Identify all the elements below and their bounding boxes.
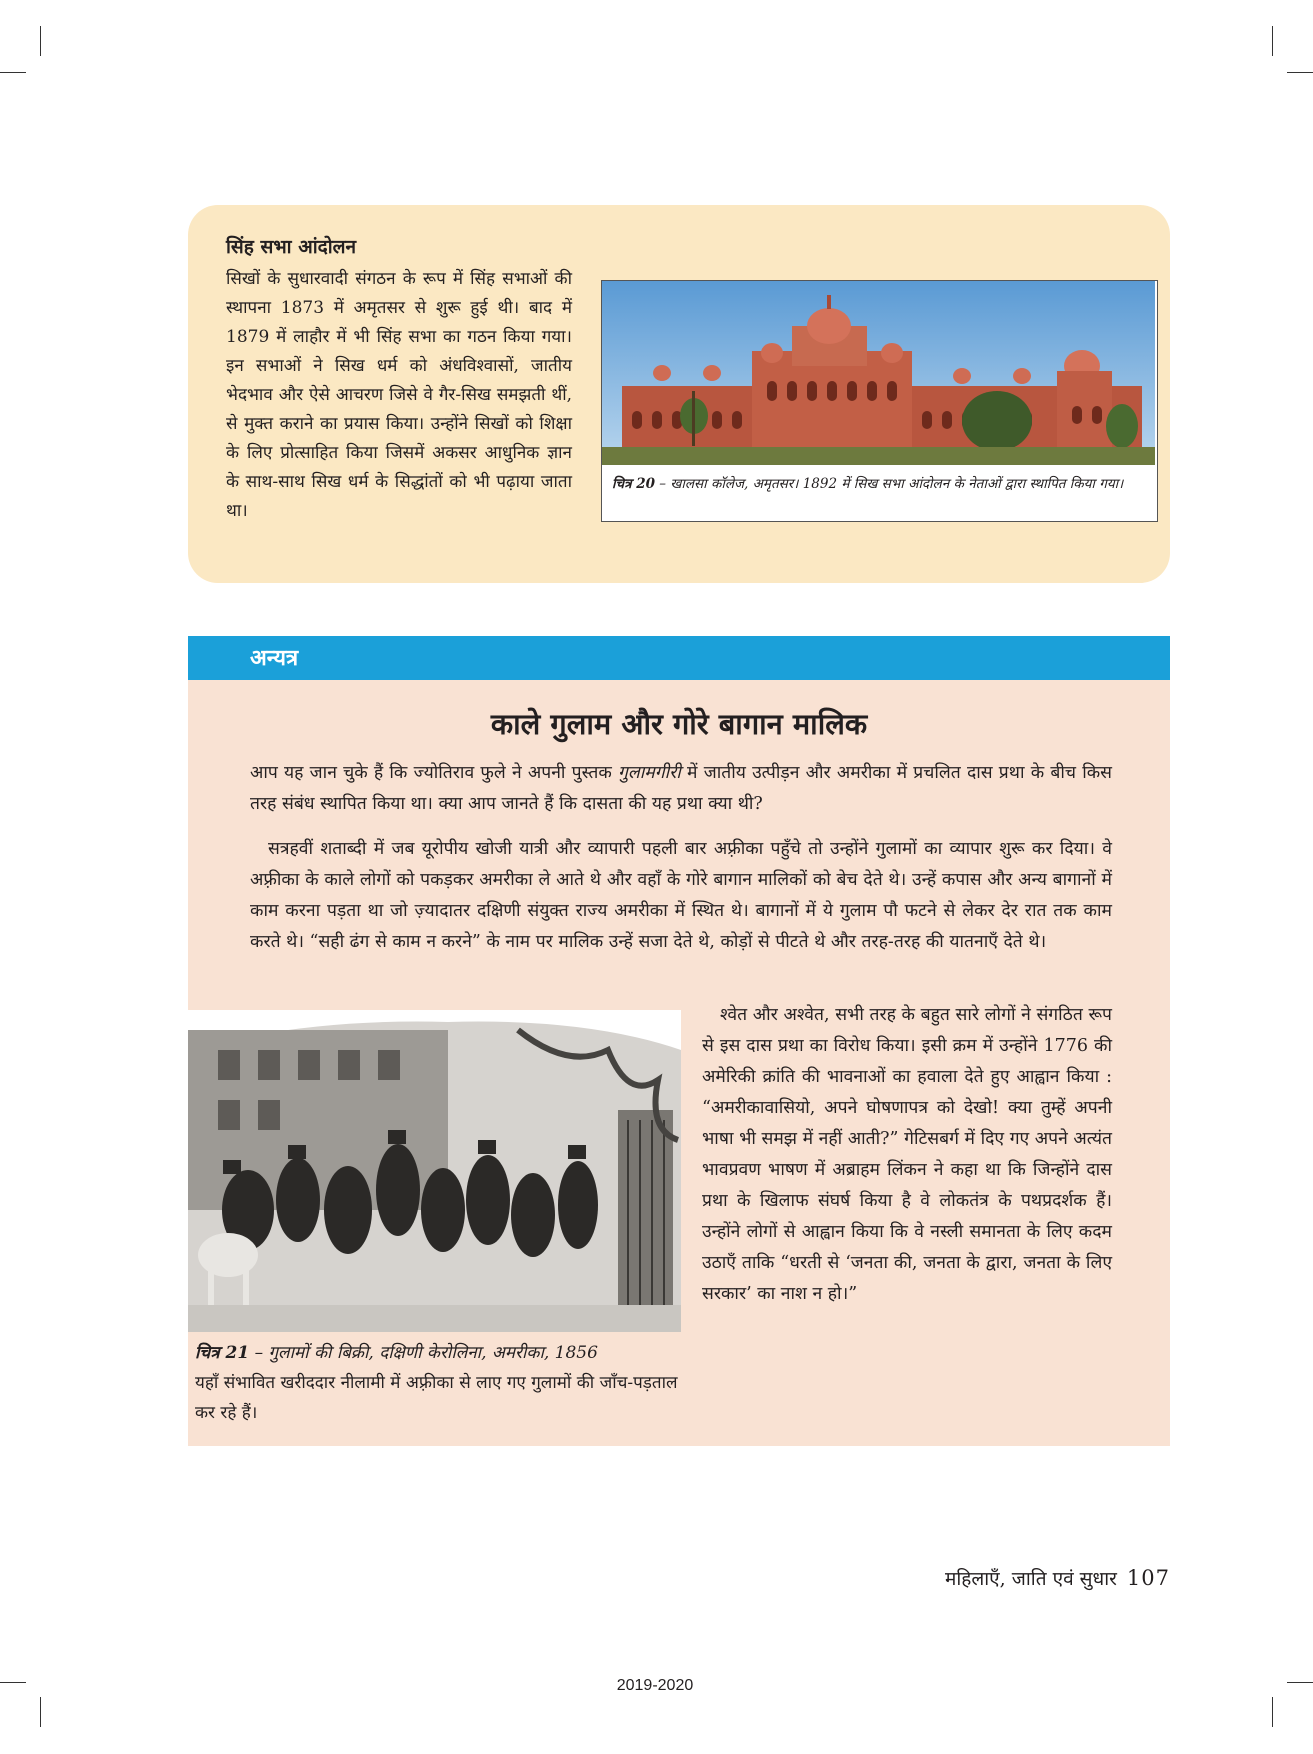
figure-21-caption-title: – गुलामों की बिक्री, दक्षिणी केरोलिना, अमरीका, 1856 [249,1343,598,1363]
paragraph-3: श्वेत और अश्वेत, सभी तरह के बहुत सारे लोगों ने संगठित रूप से इस दास प्रथा का विरोध किया। इसी क्रम में उन्होंने 1776 की अमेरिकी क्रांति की भावनाओं का हवाला देते हुए आह्वान किया : “अमरीकावासियो, अपने घोषणापत्र को देखो! क्या तुम्हें अपनी भाषा भी समझ में नहीं आती?” गेटिसबर्ग में दिए गए अपने अत्यंत भावप्रवण भाषण में अब्राहम लिंकन ने कहा था कि जिन्होंने दास प्रथा के खिलाफ संघर्ष किया है वे लोकतंत्र के पथप्रदर्शक हैं। उन्होंने लोगों से आह्वान किया कि वे नस्ली समानता के लिए कदम उठाएँ ताकि “धरती से ‘जनता की, जनता के द्वारा, जनता के लिए सरकार’ का नाश न हो।” [702,1005,1112,1304]
crop-mark [1287,1682,1313,1683]
paragraph-2: सत्रहवीं शताब्दी में जब यूरोपीय खोजी यात्री और व्यापारी पहली बार अफ़्रीका पहुँचे तो उन्होंने गुलामों का व्यापार शुरू कर दिया। वे अफ़्रीका के काले लोगों को पकड़कर अमरीका ले आते थे और वहाँ के गोरे बागान मालिकों को बेच देते थे। उन्हें कपास और अन्य बागानों में काम करना पड़ता था जो ज़्यादातर दक्षिणी संयुक्त राज्य अमरीका में स्थित थे। बागानों में ये गुलाम पौ फटने से लेकर देर रात तक काम करते थे। “सही ढंग से काम न करने” के नाम पर मालिक उन्हें सजा देते थे, कोड़ों से पीटते थे और तरह-तरह की यातनाएँ देते थे। [250,839,1112,952]
figure-20 [601,280,1158,522]
book-title: गुलामगीरी [618,763,681,783]
paragraph-1-start: आप यह जान चुके हैं कि ज्योतिराव फुले ने अपनी पुस्तक [250,763,619,783]
figure-20-caption-text: – खालसा कॉलेज, अमृतसर। 1892 में सिख सभा आंदोलन के नेताओं द्वारा स्थापित किया गया। [655,476,1124,492]
khalsa-college-photo [602,281,1155,465]
page-number: 107 [1126,1566,1170,1590]
section-band-title: अन्यत्र [250,646,299,671]
figure-21-label: चित्र 21 [195,1343,250,1363]
figure-21-caption [195,1338,680,1428]
section-heading: काले गुलाम और गोरे बागान मालिक [490,707,868,741]
crop-mark [1287,72,1313,73]
crop-mark [0,1682,26,1683]
paragraph-1 [250,758,1112,820]
figure-21-caption-text: यहाँ संभावित खरीददार नीलामी में अफ़्रीका से लाए गए गुलामों की जाँच-पड़ताल कर रहे हैं। [195,1373,678,1423]
crop-mark [40,1697,41,1727]
chapter-title: महिलाएँ, जाति एवं सुधार [945,1568,1117,1590]
paragraph-1-end: में जातीय उत्पीड़न और अमरीका में प्रचलित दास प्रथा के बीच किस तरह संबंध स्थापित किया था। क्या आप जानते हैं कि दासता की यह प्रथा क्या थी? [250,763,1112,814]
singh-sabha-title: सिंह सभा आंदोलन [226,236,357,258]
singh-sabha-text: सिखों के सुधारवादी संगठन के रूप में सिंह सभाओं की स्थापना 1873 में अमृतसर से शुरू हुई थी। बाद में 1879 में लाहौर में भी सिंह सभा का गठन किया गया। इन सभाओं ने सिख धर्म को अंधविश्वासों, जातीय भेदभाव और ऐसे आचरण जिसे वे गैर-सिख समझती थीं, से मुक्त कराने का प्रयास किया। उन्होंने सिखों को शिक्षा के लिए प्रोत्साहित किया जिसमें अकसर आधुनिक ज्ञान के साथ-साथ सिख धर्म के सिद्धांतों को भी पढ़ाया जाता था। [226,269,572,521]
page-footer [880,1565,1170,1591]
figure-20-caption [612,473,1147,496]
crop-mark [40,26,41,56]
crop-mark [0,72,26,73]
crop-mark [1272,26,1273,56]
crop-mark [1272,1697,1273,1727]
section-band [188,636,1170,680]
slave-auction-engraving [188,1010,681,1332]
figure-21 [188,1010,681,1332]
figure-20-label: चित्र 20 [612,476,656,492]
academic-year: 2019-2020 [616,1677,694,1694]
